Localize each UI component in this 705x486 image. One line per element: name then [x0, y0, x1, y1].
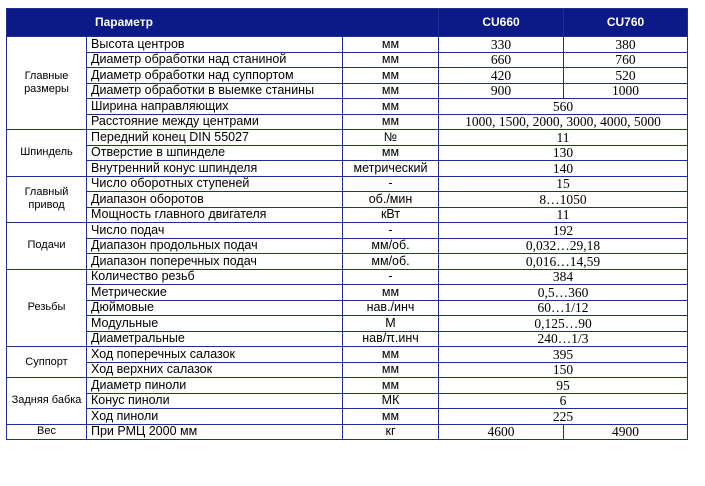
param-name: Диапазон поперечных подач	[87, 254, 343, 270]
param-value-shared: 140	[439, 161, 688, 177]
param-name: Расстояние между центрами	[87, 114, 343, 130]
param-value-shared: 8…1050	[439, 192, 688, 208]
param-unit: мм	[343, 83, 439, 99]
param-unit: -	[343, 269, 439, 285]
table-row	[7, 393, 688, 409]
param-unit: мм	[343, 52, 439, 68]
param-unit: МК	[343, 393, 439, 409]
param-name: Конус пиноли	[87, 393, 343, 409]
param-value-cu660: 660	[439, 52, 564, 68]
param-name: Метрические	[87, 285, 343, 301]
table-row	[7, 378, 688, 394]
param-value-cu760: 380	[564, 37, 688, 53]
param-name: Диаметр обработки в выемке станины	[87, 83, 343, 99]
param-unit: кг	[343, 424, 439, 440]
param-value-cu660: 420	[439, 68, 564, 84]
spec-body	[7, 37, 688, 440]
table-row	[7, 130, 688, 146]
group-label: Шпиндель	[7, 130, 87, 177]
param-unit: мм	[343, 409, 439, 425]
param-value-shared: 0,5…360	[439, 285, 688, 301]
param-value-shared: 0,125…90	[439, 316, 688, 332]
param-unit: мм	[343, 99, 439, 115]
param-value-shared: 192	[439, 223, 688, 239]
param-name: Диапазон продольных подач	[87, 238, 343, 254]
group-label: Главный привод	[7, 176, 87, 223]
param-name: Дюймовые	[87, 300, 343, 316]
table-row	[7, 238, 688, 254]
param-name: Диаметр обработки над суппортом	[87, 68, 343, 84]
param-unit: -	[343, 223, 439, 239]
table-row	[7, 68, 688, 84]
param-unit: M	[343, 316, 439, 332]
param-value-shared: 240…1/3	[439, 331, 688, 347]
param-value-cu660: 4600	[439, 424, 564, 440]
param-value-cu760: 1000	[564, 83, 688, 99]
param-name: Число подач	[87, 223, 343, 239]
param-value-shared: 0,016…14,59	[439, 254, 688, 270]
table-row	[7, 176, 688, 192]
table-row	[7, 424, 688, 440]
param-unit: мм	[343, 285, 439, 301]
header-param: Параметр	[7, 9, 439, 37]
table-row	[7, 347, 688, 363]
header-cu760: CU760	[564, 9, 688, 37]
param-value-shared: 384	[439, 269, 688, 285]
param-name: Число оборотных ступеней	[87, 176, 343, 192]
param-name: Количество резьб	[87, 269, 343, 285]
param-unit: мм	[343, 145, 439, 161]
table-row	[7, 192, 688, 208]
param-name: Мощность главного двигателя	[87, 207, 343, 223]
param-unit: мм	[343, 37, 439, 53]
group-label: Суппорт	[7, 347, 87, 378]
param-unit: мм/об.	[343, 238, 439, 254]
param-value-shared: 95	[439, 378, 688, 394]
table-row	[7, 52, 688, 68]
param-value-cu660: 900	[439, 83, 564, 99]
param-unit: кВт	[343, 207, 439, 223]
param-value-shared: 6	[439, 393, 688, 409]
table-row	[7, 362, 688, 378]
param-value-shared: 11	[439, 207, 688, 223]
param-value-shared: 15	[439, 176, 688, 192]
param-value-cu760: 520	[564, 68, 688, 84]
table-row	[7, 114, 688, 130]
param-name: Отверстие в шпинделе	[87, 145, 343, 161]
param-name: Ширина направляющих	[87, 99, 343, 115]
table-row	[7, 37, 688, 53]
table-row	[7, 145, 688, 161]
group-label: Вес	[7, 424, 87, 440]
param-value-shared: 0,032…29,18	[439, 238, 688, 254]
table-row	[7, 331, 688, 347]
param-name: При РМЦ 2000 мм	[87, 424, 343, 440]
param-unit: метрический	[343, 161, 439, 177]
group-label: Главные размеры	[7, 37, 87, 130]
param-value-shared: 11	[439, 130, 688, 146]
param-name: Ход поперечных салазок	[87, 347, 343, 363]
param-name: Диаметр пиноли	[87, 378, 343, 394]
param-name: Передний конец DIN 55027	[87, 130, 343, 146]
param-unit: нав./инч	[343, 300, 439, 316]
param-unit: мм	[343, 68, 439, 84]
table-row	[7, 99, 688, 115]
table-row	[7, 316, 688, 332]
param-name: Модульные	[87, 316, 343, 332]
param-unit: нав/π.инч	[343, 331, 439, 347]
table-row	[7, 285, 688, 301]
group-label: Задняя бабка	[7, 378, 87, 425]
param-value-shared: 60…1/12	[439, 300, 688, 316]
param-value-shared: 130	[439, 145, 688, 161]
table-row	[7, 207, 688, 223]
spec-table	[6, 8, 688, 440]
param-name: Диапазон оборотов	[87, 192, 343, 208]
param-unit: мм	[343, 114, 439, 130]
param-name: Диаметральные	[87, 331, 343, 347]
param-unit: мм	[343, 378, 439, 394]
table-header-row	[7, 9, 688, 37]
header-cu660: CU660	[439, 9, 564, 37]
param-value-shared: 1000, 1500, 2000, 3000, 4000, 5000	[439, 114, 688, 130]
param-unit: №	[343, 130, 439, 146]
table-row	[7, 161, 688, 177]
group-label: Подачи	[7, 223, 87, 270]
table-row	[7, 300, 688, 316]
table-row	[7, 409, 688, 425]
param-value-shared: 395	[439, 347, 688, 363]
param-name: Диаметр обработки над станиной	[87, 52, 343, 68]
param-name: Ход пиноли	[87, 409, 343, 425]
param-value-shared: 225	[439, 409, 688, 425]
param-unit: мм	[343, 362, 439, 378]
table-row	[7, 223, 688, 239]
param-value-shared: 560	[439, 99, 688, 115]
param-value-shared: 150	[439, 362, 688, 378]
param-value-cu760: 760	[564, 52, 688, 68]
param-unit: -	[343, 176, 439, 192]
table-row	[7, 269, 688, 285]
param-unit: мм/об.	[343, 254, 439, 270]
param-name: Высота центров	[87, 37, 343, 53]
param-name: Ход верхних салазок	[87, 362, 343, 378]
param-value-cu660: 330	[439, 37, 564, 53]
param-name: Внутренний конус шпинделя	[87, 161, 343, 177]
param-value-cu760: 4900	[564, 424, 688, 440]
table-row	[7, 83, 688, 99]
table-row	[7, 254, 688, 270]
param-unit: об./мин	[343, 192, 439, 208]
param-unit: мм	[343, 347, 439, 363]
group-label: Резьбы	[7, 269, 87, 347]
